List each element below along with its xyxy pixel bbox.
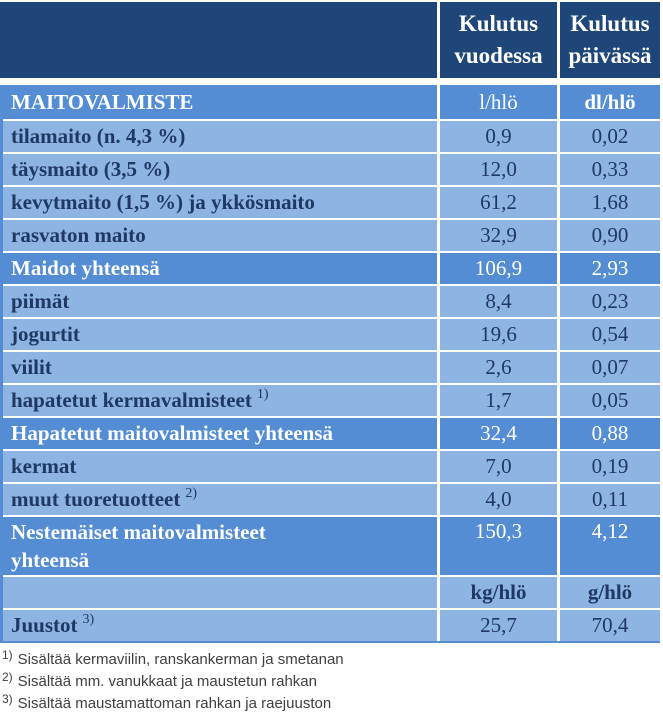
value-per-year: 150,3 <box>440 517 557 575</box>
row-label: Juustot <box>11 613 78 637</box>
value-per-day: 0,11 <box>560 484 660 515</box>
value-per-year: 12,0 <box>440 154 557 185</box>
row-label: hapatetut kermavalmisteet <box>11 388 252 412</box>
row-label-line1: Nestemäiset maitovalmisteet <box>11 520 266 544</box>
row-label: kevytmaito (1,5 %) ja ykkösmaito <box>11 190 315 214</box>
row-label: muut tuoretuotteet <box>11 487 181 511</box>
value-per-day: 4,12 <box>560 517 660 575</box>
value-per-day: 0,33 <box>560 154 660 185</box>
value-per-year: 8,4 <box>440 286 557 317</box>
row-label: viilit <box>11 355 52 379</box>
row-nestemaiset-yhteensa <box>3 517 660 575</box>
footnote-3 <box>2 693 663 715</box>
footnote-text: Sisältää kermaviilin, ranskankerman ja smetanan <box>17 651 344 668</box>
row-label: Hapatetut maitovalmisteet yhteensä <box>11 421 333 445</box>
row-hapatetut-yhteensa <box>3 418 660 449</box>
row-hapatetut-kermavalmisteet <box>3 385 660 416</box>
footnote-1 <box>2 649 663 671</box>
table-header-row <box>0 2 660 78</box>
value-per-day: 0,07 <box>560 352 660 383</box>
row-muut-tuoretuotteet <box>3 484 660 515</box>
row-jogurtit <box>3 319 660 350</box>
header-consumption-per-day: Kulutus päivässä <box>560 2 660 78</box>
table-body <box>0 85 660 643</box>
row-label: Maidot yhteensä <box>11 256 160 280</box>
row-label-line2: yhteensä <box>11 548 90 572</box>
value-per-year: 7,0 <box>440 451 557 482</box>
value-per-year: 2,6 <box>440 352 557 383</box>
value-per-day: 2,93 <box>560 253 660 284</box>
row-juustot <box>3 610 660 641</box>
footnote-2 <box>2 671 663 693</box>
row-kevytmaito <box>3 187 660 218</box>
value-per-year: 4,0 <box>440 484 557 515</box>
footnote-text: Sisältää maustamattoman rahkan ja raejuuston <box>17 695 332 712</box>
row-taysmaito <box>3 154 660 185</box>
value-per-day: 0,23 <box>560 286 660 317</box>
row-kermat <box>3 451 660 482</box>
row-label: tilamaito (n. 4,3 %) <box>11 124 186 148</box>
row-piimat <box>3 286 660 317</box>
row-label: jogurtit <box>11 322 80 346</box>
value-per-day: 1,68 <box>560 187 660 218</box>
empty-cell <box>3 577 437 608</box>
value-per-day: 0,54 <box>560 319 660 350</box>
value-per-year: 106,9 <box>440 253 557 284</box>
row-tilamaito <box>3 121 660 152</box>
value-per-year: 25,7 <box>440 610 557 641</box>
value-per-year: 1,7 <box>440 385 557 416</box>
row-label: MAITOVALMISTE <box>3 85 437 119</box>
footnote-text: Sisältää mm. vanukkaat ja maustetun rahkan <box>17 673 317 690</box>
unit-per-day: g/hlö <box>560 577 660 608</box>
footnote-ref-3: 3) <box>82 611 95 627</box>
value-per-year: 61,2 <box>440 187 557 218</box>
footnote-ref-2: 2) <box>185 485 197 501</box>
footnote-ref-1: 1) <box>256 386 269 402</box>
row-viilit <box>3 352 660 383</box>
value-per-day: 70,4 <box>560 610 660 641</box>
unit-per-year: l/hlö <box>440 85 557 119</box>
value-per-year: 19,6 <box>440 319 557 350</box>
unit-per-year: kg/hlö <box>440 577 557 608</box>
value-per-year: 32,4 <box>440 418 557 449</box>
header-consumption-per-year: Kulutus vuodessa <box>440 2 557 78</box>
footnote-marker: 2) <box>2 670 13 684</box>
row-label: kermat <box>11 454 77 478</box>
row-label: rasvaton maito <box>11 223 146 247</box>
value-per-day: 0,02 <box>560 121 660 152</box>
unit-per-day: dl/hlö <box>560 85 660 119</box>
value-per-day: 0,05 <box>560 385 660 416</box>
footnotes <box>0 643 663 715</box>
value-per-year: 32,9 <box>440 220 557 251</box>
row-cheese-units <box>3 577 660 608</box>
footnote-marker: 1) <box>2 648 13 662</box>
value-per-year: 0,9 <box>440 121 557 152</box>
row-label: täysmaito (3,5 %) <box>11 157 171 181</box>
footnote-marker: 3) <box>2 692 13 706</box>
row-rasvaton-maito <box>3 220 660 251</box>
value-per-day: 0,19 <box>560 451 660 482</box>
value-per-day: 0,88 <box>560 418 660 449</box>
header-empty-cell <box>0 2 437 78</box>
value-per-day: 0,90 <box>560 220 660 251</box>
row-maitovalmiste-units <box>3 85 660 119</box>
row-maidot-yhteensa <box>3 253 660 284</box>
row-label: piimät <box>11 289 70 313</box>
